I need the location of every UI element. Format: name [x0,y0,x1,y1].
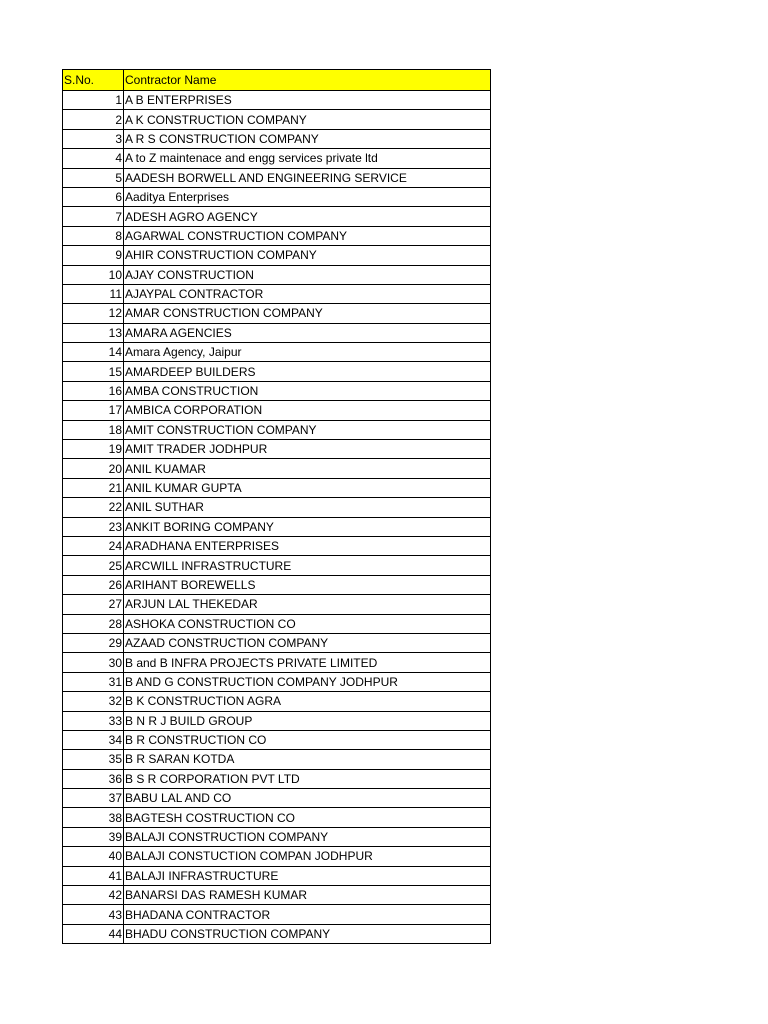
serial-number-cell: 14 [63,343,124,362]
contractor-name-cell: B R CONSTRUCTION CO [124,730,491,749]
serial-number-cell: 21 [63,478,124,497]
serial-number-cell: 26 [63,575,124,594]
contractor-name-cell: A R S CONSTRUCTION COMPANY [124,129,491,148]
contractor-name-column-header: Contractor Name [124,70,491,91]
sno-column-header: S.No. [63,70,124,91]
serial-number-cell: 8 [63,226,124,245]
serial-number-cell: 1 [63,91,124,110]
contractor-name-cell: AMAR CONSTRUCTION COMPANY [124,304,491,323]
table-row [63,633,491,652]
contractor-name-cell: BALAJI INFRASTRUCTURE [124,866,491,885]
table-row [63,323,491,342]
contractor-name-cell: A B ENTERPRISES [124,91,491,110]
serial-number-cell: 29 [63,633,124,652]
table-row [63,556,491,575]
contractor-name-cell: B S R CORPORATION PVT LTD [124,769,491,788]
serial-number-cell: 15 [63,362,124,381]
table-row [63,478,491,497]
contractor-name-cell: BABU LAL AND CO [124,789,491,808]
serial-number-cell: 23 [63,517,124,536]
contractor-name-cell: Aaditya Enterprises [124,187,491,206]
table-row [63,343,491,362]
serial-number-cell: 19 [63,440,124,459]
contractor-name-cell: AMBA CONSTRUCTION [124,381,491,400]
serial-number-cell: 3 [63,129,124,148]
contractor-name-cell: AJAY CONSTRUCTION [124,265,491,284]
serial-number-cell: 32 [63,692,124,711]
serial-number-cell: 9 [63,246,124,265]
contractor-name-cell: ASHOKA CONSTRUCTION CO [124,614,491,633]
table-row [63,924,491,943]
serial-number-cell: 44 [63,924,124,943]
contractor-name-cell: ADESH AGRO AGENCY [124,207,491,226]
table-row [63,304,491,323]
serial-number-cell: 25 [63,556,124,575]
serial-number-cell: 35 [63,750,124,769]
serial-number-cell: 6 [63,187,124,206]
table-row [63,110,491,129]
table-header-row [63,70,491,91]
contractor-name-cell: BALAJI CONSTRUCTION COMPANY [124,827,491,846]
serial-number-cell: 12 [63,304,124,323]
table-row [63,187,491,206]
serial-number-cell: 10 [63,265,124,284]
contractor-name-cell: ARCWILL INFRASTRUCTURE [124,556,491,575]
table-row [63,91,491,110]
serial-number-cell: 28 [63,614,124,633]
contractor-name-cell: AMARDEEP BUILDERS [124,362,491,381]
contractor-name-cell: ARJUN LAL THEKEDAR [124,595,491,614]
contractor-name-cell: BAGTESH COSTRUCTION CO [124,808,491,827]
serial-number-cell: 24 [63,536,124,555]
serial-number-cell: 30 [63,653,124,672]
contractor-name-cell: AMBICA CORPORATION [124,401,491,420]
table-row [63,207,491,226]
table-row [63,653,491,672]
contractor-name-cell: AADESH BORWELL AND ENGINEERING SERVICE [124,168,491,187]
contractor-name-cell: AGARWAL CONSTRUCTION COMPANY [124,226,491,245]
contractor-name-cell: B R SARAN KOTDA [124,750,491,769]
serial-number-cell: 42 [63,886,124,905]
contractor-name-cell: ARADHANA ENTERPRISES [124,536,491,555]
contractor-name-cell: AZAAD CONSTRUCTION COMPANY [124,633,491,652]
contractor-name-cell: B AND G CONSTRUCTION COMPANY JODHPUR [124,672,491,691]
serial-number-cell: 13 [63,323,124,342]
table-row [63,498,491,517]
contractor-name-cell: A K CONSTRUCTION COMPANY [124,110,491,129]
contractor-table [62,69,491,944]
serial-number-cell: 36 [63,769,124,788]
table-row [63,246,491,265]
contractor-name-cell: ANKIT BORING COMPANY [124,517,491,536]
contractor-name-cell: ANIL KUAMAR [124,459,491,478]
table-row [63,847,491,866]
serial-number-cell: 22 [63,498,124,517]
contractor-name-cell: A to Z maintenace and engg services private ltd [124,149,491,168]
table-row [63,575,491,594]
contractor-name-cell: AMARA AGENCIES [124,323,491,342]
table-row [63,672,491,691]
contractor-name-cell: B N R J BUILD GROUP [124,711,491,730]
contractor-name-cell: BHADU CONSTRUCTION COMPANY [124,924,491,943]
table-row [63,789,491,808]
table-row [63,536,491,555]
table-row [63,381,491,400]
serial-number-cell: 38 [63,808,124,827]
table-row [63,711,491,730]
table-row [63,149,491,168]
contractor-name-cell: AMIT TRADER JODHPUR [124,440,491,459]
serial-number-cell: 40 [63,847,124,866]
serial-number-cell: 33 [63,711,124,730]
table-row [63,905,491,924]
table-body [63,91,491,944]
table-row [63,168,491,187]
serial-number-cell: 27 [63,595,124,614]
table-row [63,440,491,459]
contractor-name-cell: ARIHANT BOREWELLS [124,575,491,594]
contractor-name-cell: AMIT CONSTRUCTION COMPANY [124,420,491,439]
table-row [63,362,491,381]
contractor-name-cell: ANIL SUTHAR [124,498,491,517]
table-row [63,459,491,478]
contractor-name-cell: AHIR CONSTRUCTION COMPANY [124,246,491,265]
table-row [63,808,491,827]
contractor-name-cell: AJAYPAL CONTRACTOR [124,284,491,303]
table-row [63,866,491,885]
serial-number-cell: 20 [63,459,124,478]
table-row [63,614,491,633]
contractor-name-cell: BANARSI DAS RAMESH KUMAR [124,886,491,905]
table-row [63,730,491,749]
contractor-name-cell: BALAJI CONSTUCTION COMPAN JODHPUR [124,847,491,866]
table-row [63,692,491,711]
contractor-name-cell: B K CONSTRUCTION AGRA [124,692,491,711]
table-row [63,750,491,769]
table-row [63,420,491,439]
table-row [63,226,491,245]
serial-number-cell: 16 [63,381,124,400]
table-row [63,886,491,905]
table-row [63,595,491,614]
table-row [63,401,491,420]
serial-number-cell: 4 [63,149,124,168]
table-row [63,265,491,284]
table-row [63,129,491,148]
serial-number-cell: 39 [63,827,124,846]
serial-number-cell: 18 [63,420,124,439]
table-row [63,769,491,788]
table-row [63,517,491,536]
serial-number-cell: 31 [63,672,124,691]
serial-number-cell: 5 [63,168,124,187]
serial-number-cell: 11 [63,284,124,303]
serial-number-cell: 17 [63,401,124,420]
serial-number-cell: 2 [63,110,124,129]
table-row [63,827,491,846]
contractor-name-cell: Amara Agency, Jaipur [124,343,491,362]
serial-number-cell: 34 [63,730,124,749]
contractor-name-cell: BHADANA CONTRACTOR [124,905,491,924]
serial-number-cell: 43 [63,905,124,924]
table-row [63,284,491,303]
contractor-name-cell: B and B INFRA PROJECTS PRIVATE LIMITED [124,653,491,672]
contractor-name-cell: ANIL KUMAR GUPTA [124,478,491,497]
serial-number-cell: 7 [63,207,124,226]
serial-number-cell: 41 [63,866,124,885]
serial-number-cell: 37 [63,789,124,808]
